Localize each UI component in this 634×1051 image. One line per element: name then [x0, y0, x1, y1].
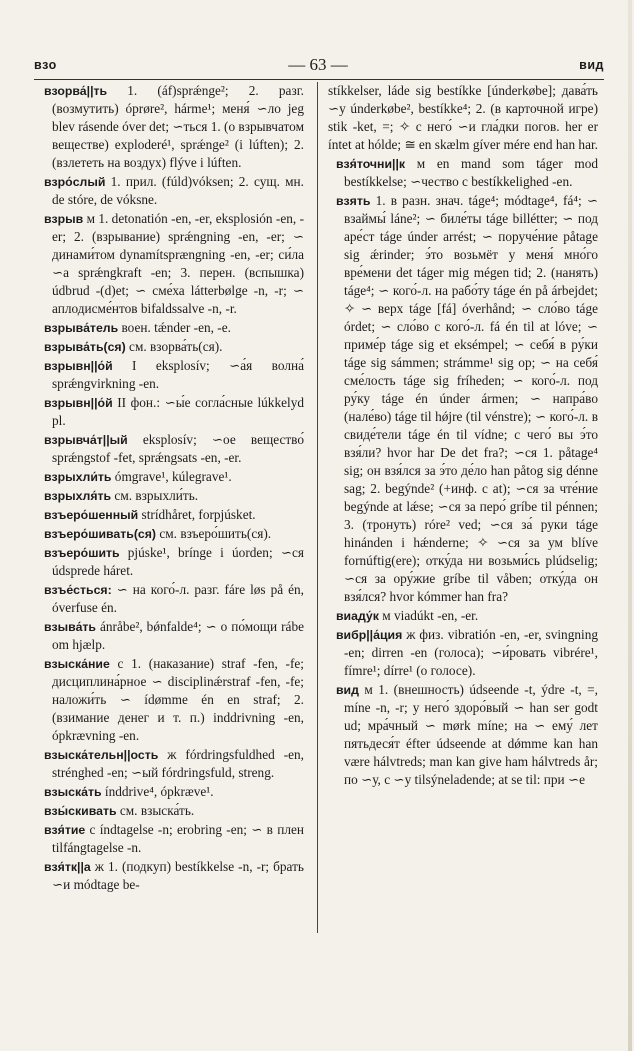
- column-divider: [317, 82, 318, 933]
- headword: взыска́ть: [44, 785, 102, 799]
- dictionary-entry: [36, 357, 304, 393]
- headword: взя́тие: [44, 823, 86, 837]
- entry-text: ánråbe², bǿnfalde⁴; ∽ о по́мощи rábe om hjælp.: [52, 619, 304, 652]
- headword: взъеро́шенный: [44, 508, 139, 522]
- dictionary-entry: [328, 607, 598, 625]
- entry-text: см. взорва́ть(ся).: [125, 339, 223, 354]
- entry-text: strídhåret, forpjúsket.: [138, 507, 256, 522]
- dictionary-entry: [36, 544, 304, 580]
- entry-text: II фон.: ∽ы́е согла́сные lúkkelyd pl.: [52, 395, 304, 428]
- entry-text: índdrive⁴, ópkræve¹.: [101, 784, 214, 799]
- right-column: [328, 82, 598, 790]
- headword: взрыва́ть(ся): [44, 340, 126, 354]
- dictionary-entry: [36, 173, 304, 209]
- dictionary-entry: [36, 821, 304, 857]
- headword: взъеро́шить: [44, 546, 120, 560]
- dictionary-entry: [36, 746, 304, 782]
- headword: взрывн||о́й: [44, 396, 113, 410]
- dictionary-entry: [36, 431, 304, 467]
- dictionary-entry: [328, 82, 598, 154]
- headword: взыска́тельн||ость: [44, 748, 159, 762]
- headword: взрыв: [44, 212, 84, 226]
- headword: взро́слый: [44, 175, 106, 189]
- entry-text: см. взъеро́шить(ся).: [156, 526, 272, 541]
- entry-text: 1. (áf)sprǽnge²; 2. разг. (возмутить) óprøre², hárme¹; меня́ ∽ло jeg blev rásende óver det; ∽ться 1. (о взрывчатом веществе) exploderé¹, sprǽnge² (i lúften); 2. (взлететь на воздух) flýve i lúften.: [52, 83, 304, 170]
- entry-text: ж физ. vibratión -en, -er, svingning -en; dirren -en (голоса); ∽и́ровать vibrére¹, fímre¹; dírre¹ (о голосе).: [344, 627, 598, 678]
- right-guide-word: вид: [579, 58, 604, 72]
- headword: взять: [336, 194, 371, 208]
- headword: взрывн||о́й: [44, 359, 113, 373]
- headword: взыва́ть: [44, 620, 96, 634]
- headword: взъеро́шивать(ся): [44, 527, 157, 541]
- entry-text: см. взыска́ть.: [116, 803, 195, 818]
- dictionary-entry: [328, 155, 598, 191]
- entry-text: eksplosív; ∽ое вещество́ sprǽngstof -fet, sprǽngsats -en, -er.: [52, 432, 304, 465]
- dictionary-entry: [36, 525, 304, 543]
- entry-text: м 1. (внешность) údseende -t, ýdre -t, =, míne -n, -r; у него́ здоро́вый ∽ han ser godt ud; мра́чный ∽ mørk míne; на ∽ ему́ лет пятьдеся́т éfter údseende at dǿmme kan han være hálvtreds; man kan give ham hálvtreds år; по ∽у, с ∽у tilsýneladende; at se til: при ∽е: [344, 682, 598, 787]
- dictionary-entry: [36, 655, 304, 745]
- entry-text: с índtagelse -n; erobring -en; ∽ в плен tilfángtagelse -n.: [52, 822, 304, 855]
- headword: взыска́ние: [44, 657, 110, 671]
- headword: взя́тк||а: [44, 860, 91, 874]
- dictionary-entry: [328, 681, 598, 789]
- dictionary-entry: [36, 319, 304, 337]
- entry-text: ómgrave¹, kúlegrave¹.: [111, 469, 232, 484]
- headword: виаду́к: [336, 609, 379, 623]
- page-number: — 63 —: [288, 55, 348, 74]
- dictionary-entry: [36, 487, 304, 505]
- dictionary-entry: [36, 802, 304, 820]
- headword: вид: [336, 683, 359, 697]
- dictionary-entry: [36, 394, 304, 430]
- headword: взорва́||ть: [44, 84, 108, 98]
- dictionary-entry: [36, 783, 304, 801]
- entry-text: ∽ на кого́-л. разг. fáre løs på én, óverfuse én.: [52, 582, 304, 615]
- dictionary-entry: [36, 506, 304, 524]
- dictionary-entry: [328, 626, 598, 680]
- dictionary-entry: [36, 210, 304, 318]
- dictionary-entry: [328, 192, 598, 606]
- entry-text: м en mand som táger mod bestíkkelse; ∽чество с bestíkkelighed -en.: [344, 156, 598, 189]
- dictionary-entry: [36, 581, 304, 617]
- headword: вибр||а́ция: [336, 628, 403, 642]
- dictionary-entry: [36, 338, 304, 356]
- entry-text: с 1. (наказание) straf -fen, -fe; дисциплина́рное ∽ disciplinǽrstraf -fen, -fe; наложи́ть ∽ ídømme én en straf; 2. (взимание денег и т. п.) inddrivning -en, ópkrævning -en.: [52, 656, 304, 743]
- page-header: [34, 52, 604, 78]
- entry-text: ж 1. (подкуп) bestíkkelse -n, -r; брать ∽и módtage be-: [52, 859, 304, 892]
- headword: взрыва́тель: [44, 321, 119, 335]
- dictionary-entry: [36, 858, 304, 894]
- headword: взрыхли́ть: [44, 470, 112, 484]
- entry-text: воен. tǽnder -en, -e.: [118, 320, 231, 335]
- entry-text: ж fórdringsfuldhed -en, strénghed -en; ∽ый fórdringsfuld, streng.: [52, 747, 304, 780]
- header-rule: [34, 79, 604, 80]
- entry-text: I eksplosív; ∽а́я волна́ sprǽngvirkning -en.: [52, 358, 304, 391]
- entry-text: м viadúkt -en, -er.: [378, 608, 479, 623]
- entry-text: stíkkelser, láde sig bestíkke [únderkøbe]; дава́ть ∽у únderkøbe², bestíkke⁴; 2. (в карточной игре) stik -ket, =; ✧ с него́ ∽и гла́дки погов. her er íntet at hólde; ≅ en skælm gíver mére end han har.: [328, 83, 598, 152]
- headword: взъе́сться:: [44, 583, 112, 597]
- left-guide-word: взо: [34, 58, 57, 72]
- dictionary-entry: [36, 82, 304, 172]
- left-column: [36, 82, 304, 895]
- headword: взы́скивать: [44, 804, 117, 818]
- headword: взрывча́т||ый: [44, 433, 128, 447]
- entry-text: м 1. detonatión -en, -er, eksplosión -en, -er; 2. (взрывание) sprǽngning -en, -er; ∽ динами́том dynamítsprængning -en, -er; си́ла ∽а sprǽngkraft -en; 3. перен. (вспышка) údbrud -(d)et; ∽ сме́ха látterbølge -n, -r; ∽ аплодисме́нтов bifaldssalve -n, -r.: [52, 211, 304, 316]
- entry-text: pjúske¹, brínge i úorden; ∽ся údsprede háret.: [52, 545, 304, 578]
- headword: взрыхля́ть: [44, 489, 112, 503]
- entry-text: 1. в разн. знач. táge⁴; módtage⁴, fá⁴; ∽ взаймы́ láne²; ∽ биле́ты táge billétter; ∽ под аре́ст táge únder arrést; ∽ поруче́ние påtage sig ǽrinder; э́то возьмёт у меня́ мно́го вре́мени det táger mig mégen tid; 2. (нанять) táge⁴; ∽ кого́-л. на рабо́ту táge én på árbejdet; ✧ ∽ верх táge [fá] óverhånd; ∽ сло́во táge órdet; ∽ сло́во с кого́-л. fá én til at lóve; ∽ приме́р táge sig et eksémpel; ∽ себя́ в ру́ки táge sig sámmen; strámme¹ sig op; ∽ на себя́ сме́лость táge sig fríheden; ∽ кого́-л. под ру́ку táge én únder ármen; ∽ напра́во (нале́во) táge til hǿjre (til vénstre); ∽ кого́-л. в свиде́тели táge én til vídne; с чего́ вы э́то взя́ли? hvor har De det fra?; ∽ся 1. påtage⁴ sig; он взя́лся за э́то де́ло han påtog sig dénne sag; 2. begýnde² (+инф. с at); ∽ся за чте́ние begýnde at lǽse; ∽ся за перо́ gríbe til pénnen; 3. (тронуть) róre² ved; ∽ся за́ руки táge hinánden i hǽnderne; ✧ ∽ся за ум blíve fornúftig(ere); отку́да ни возьми́сь plúdselig; ∽ся за ору́жие gríbe til våben; отку́да он взя́лся? hvor kómmer han fra?: [344, 193, 598, 604]
- headword: взя́точни||к: [336, 157, 406, 171]
- entry-text: 1. прил. (fúld)vóksen; 2. сущ. мн. de stóre, de vóksne.: [52, 174, 304, 207]
- entry-text: см. взрыхли́ть.: [111, 488, 199, 503]
- dictionary-entry: [36, 618, 304, 654]
- dictionary-entry: [36, 468, 304, 486]
- page-edge: [628, 0, 632, 1051]
